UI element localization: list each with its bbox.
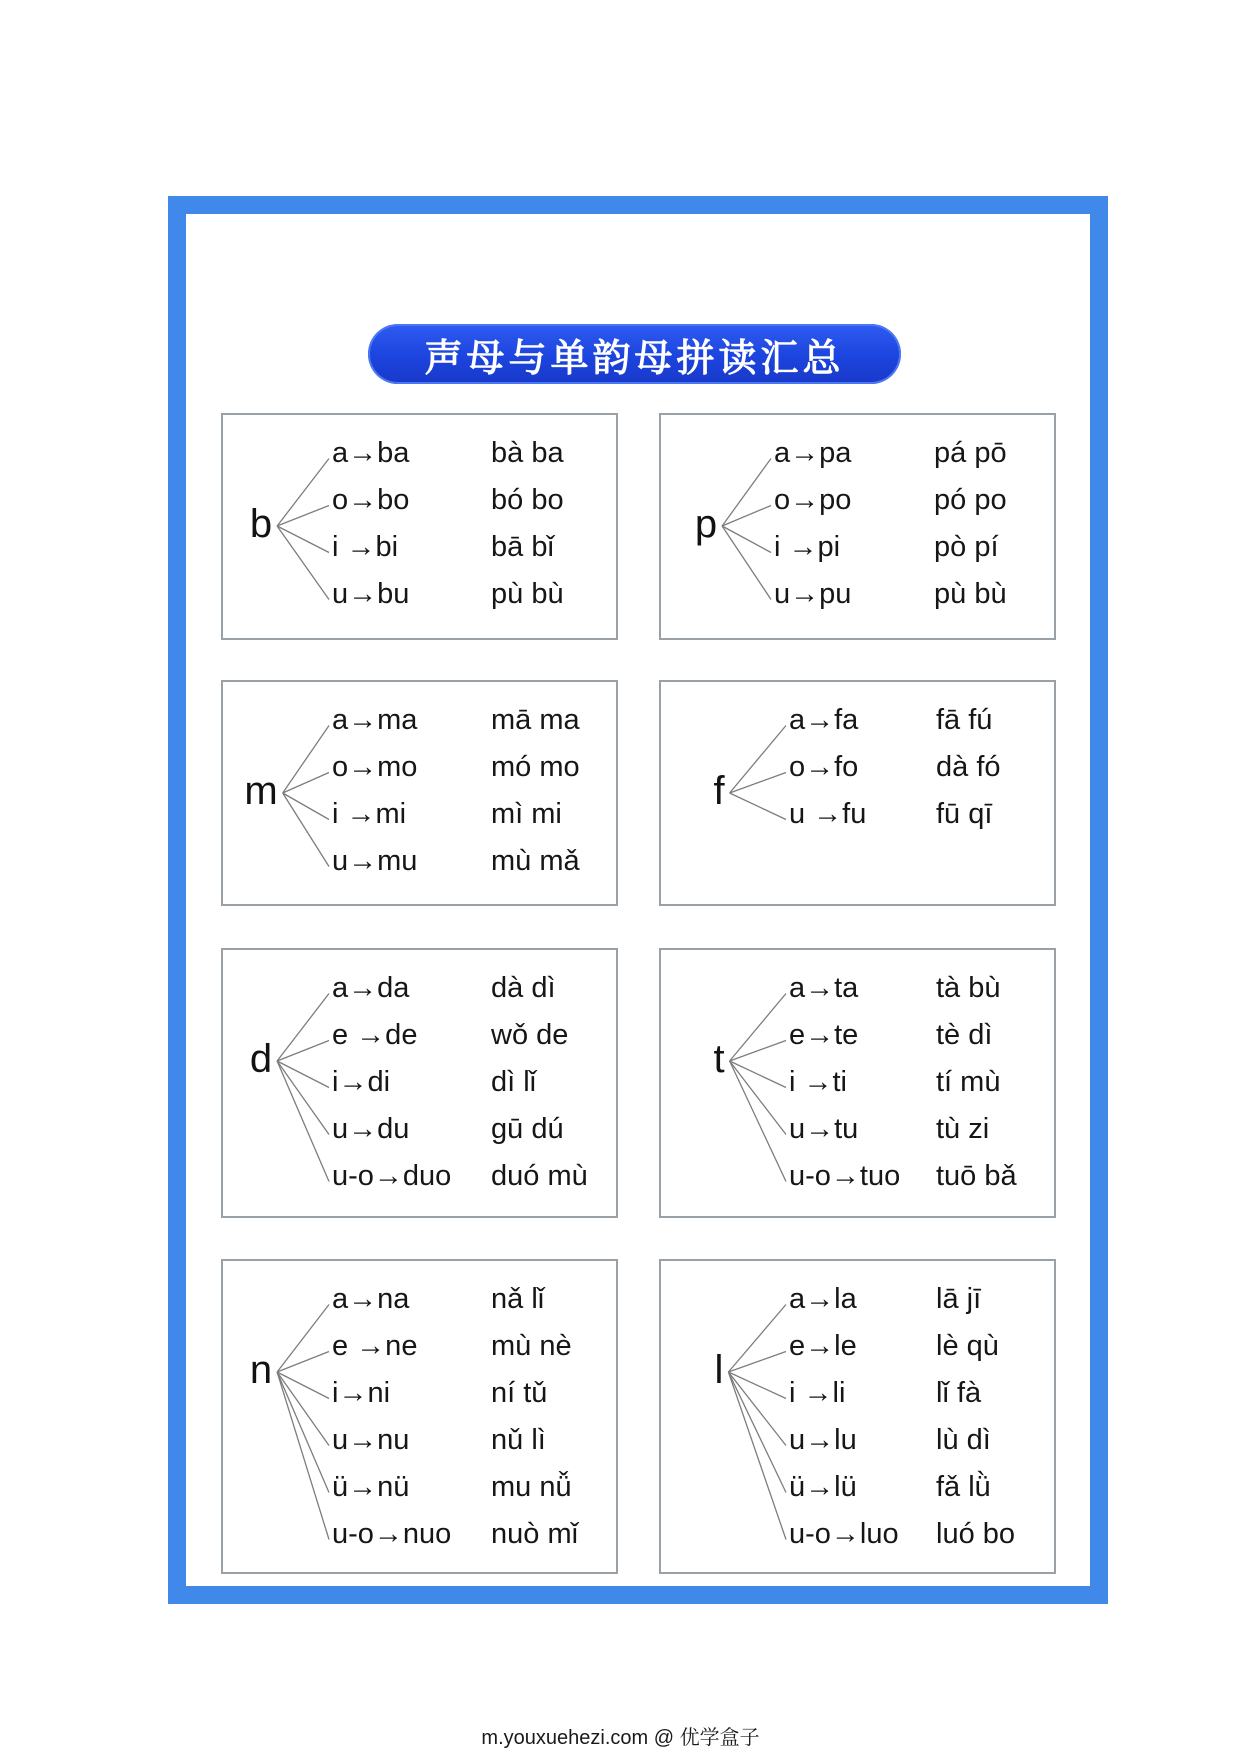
pinyin-row [223,838,616,885]
pinyin-row [661,1464,1054,1511]
example-words: mù mǎ [491,845,580,877]
card-initial-f [659,680,1056,906]
pinyin-row [223,697,616,744]
pinyin-row [223,1370,616,1417]
pinyin-row [661,1059,1054,1106]
syllable-spelling: o→fo [789,751,859,783]
pinyin-row [661,791,1054,838]
example-words: wǒ de [491,1019,569,1051]
initial-letter: m [244,769,278,813]
syllable-spelling: i→di [332,1066,391,1098]
example-words: mù nè [491,1330,572,1362]
pinyin-row [661,1370,1054,1417]
pinyin-row [661,1106,1054,1153]
syllable-spelling: o→mo [332,751,418,783]
pinyin-row [223,1012,616,1059]
syllable-spelling: u→lu [789,1424,857,1456]
card-initial-d [221,948,618,1218]
pinyin-row [661,697,1054,744]
card-initial-m [221,680,618,906]
syllable-spelling: i →ti [789,1066,847,1098]
example-words: fǎ lǜ [936,1471,991,1503]
syllable-spelling: u→du [332,1113,410,1145]
card-initial-t [659,948,1056,1218]
example-words: pò pí [934,531,999,563]
pinyin-row [223,1417,616,1464]
example-words: gū dú [491,1113,564,1145]
syllable-spelling: u→tu [789,1113,859,1145]
example-words: pù bù [491,578,564,610]
initial-letter: n [249,1348,273,1392]
example-words: bà ba [491,437,564,469]
pinyin-row [661,1276,1054,1323]
syllable-spelling: i→ni [332,1377,391,1409]
syllable-spelling: ü→lü [789,1471,857,1503]
example-words: tù zi [936,1113,990,1145]
example-words: nǎ lǐ [491,1283,545,1315]
example-words: mu nǚ [491,1471,572,1503]
syllable-spelling: e →ne [332,1330,418,1362]
syllable-spelling: i →bi [332,531,399,563]
syllable-spelling: a→fa [789,704,859,736]
initial-letter: l [714,1348,724,1392]
example-words: fū qī [936,798,993,830]
pinyin-row [661,965,1054,1012]
syllable-spelling: u →fu [789,798,867,830]
syllable-spelling: o→po [774,484,852,516]
initial-letter: f [713,769,725,813]
initial-letter: d [249,1037,273,1081]
page-title: 声母与单韵母拼读汇总 [424,335,845,380]
syllable-list [223,697,616,885]
syllable-spelling: u→nu [332,1424,410,1456]
example-words: nuò mǐ [491,1518,579,1550]
syllable-spelling: e →de [332,1019,418,1051]
pinyin-row [223,791,616,838]
example-words: mó mo [491,751,580,783]
example-words: bó bo [491,484,564,516]
syllable-spelling: a→ba [332,437,410,469]
syllable-list [223,430,616,618]
syllable-spelling: a→ma [332,704,418,736]
syllable-spelling: e→le [789,1330,857,1362]
syllable-spelling: i →pi [774,531,841,563]
pinyin-row [661,1323,1054,1370]
example-words: luó bo [936,1518,1016,1550]
example-words: nǔ lì [491,1424,546,1456]
syllable-spelling: u-o→luo [789,1518,899,1550]
syllable-spelling: a→la [789,1283,857,1315]
example-words: tuō bǎ [936,1160,1017,1192]
initial-letter: b [249,502,273,546]
example-words: fā fú [936,704,993,736]
example-words: pù bù [934,578,1007,610]
syllable-list [661,697,1054,838]
pinyin-row [223,430,616,477]
syllable-spelling: o→bo [332,484,410,516]
example-words: tí mù [936,1066,1001,1098]
syllable-spelling: u-o→duo [332,1160,452,1192]
pinyin-row [223,1153,616,1200]
syllable-spelling: u→pu [774,578,852,610]
pinyin-row [661,430,1054,477]
pinyin-row [661,524,1054,571]
card-initial-n [221,1259,618,1574]
example-words: mā ma [491,704,580,736]
pinyin-row [223,744,616,791]
example-words: lǐ fà [936,1377,982,1409]
pinyin-row [661,477,1054,524]
card-initial-p [659,413,1056,640]
example-words: ní tǔ [491,1377,548,1409]
pinyin-row [661,571,1054,618]
pinyin-row [223,1059,616,1106]
pinyin-row [223,1276,616,1323]
example-words: lè qù [936,1330,999,1362]
pinyin-row [661,744,1054,791]
syllable-spelling: a→na [332,1283,410,1315]
example-words: dà fó [936,751,1001,783]
pinyin-row [223,477,616,524]
pinyin-row [661,1417,1054,1464]
syllable-list [661,965,1054,1200]
card-initial-b [221,413,618,640]
pinyin-row [223,1323,616,1370]
pinyin-row [223,1464,616,1511]
syllable-spelling: e→te [789,1019,859,1051]
syllable-spelling: a→ta [789,972,859,1004]
initial-letter: p [694,502,718,546]
syllable-spelling: u→bu [332,578,410,610]
footer-credit: m.youxuehezi.com @ 优学盒子 [481,1727,760,1749]
example-words: tà bù [936,972,1001,1004]
example-words: dì lǐ [491,1066,537,1098]
syllable-spelling: u→mu [332,845,418,877]
syllable-spelling: u-o→tuo [789,1160,901,1192]
syllable-list [223,1276,616,1558]
syllable-spelling: ü→nü [332,1471,410,1503]
card-initial-l [659,1259,1056,1574]
example-words: duó mù [491,1160,588,1192]
title-banner [368,324,901,384]
pinyin-row [661,1012,1054,1059]
pinyin-row [223,571,616,618]
syllable-spelling: i →mi [332,798,407,830]
pinyin-row [661,1511,1054,1558]
pinyin-row [223,1511,616,1558]
syllable-list [661,430,1054,618]
example-words: tè dì [936,1019,993,1051]
syllable-spelling: i →li [789,1377,846,1409]
syllable-list [223,965,616,1200]
pinyin-row [223,1106,616,1153]
syllable-list [661,1276,1054,1558]
syllable-spelling: u-o→nuo [332,1518,452,1550]
example-words: bā bǐ [491,531,554,563]
syllable-spelling: a→pa [774,437,852,469]
pinyin-row [223,965,616,1012]
example-words: dà dì [491,972,556,1004]
pinyin-row [223,524,616,571]
syllable-spelling: a→da [332,972,410,1004]
example-words: mì mi [491,798,562,830]
example-words: lù dì [936,1424,991,1456]
pinyin-row [661,1153,1054,1200]
example-words: pá pō [934,437,1007,469]
example-words: pó po [934,484,1007,516]
example-words: lā jī [936,1283,982,1315]
initial-letter: t [713,1037,725,1081]
